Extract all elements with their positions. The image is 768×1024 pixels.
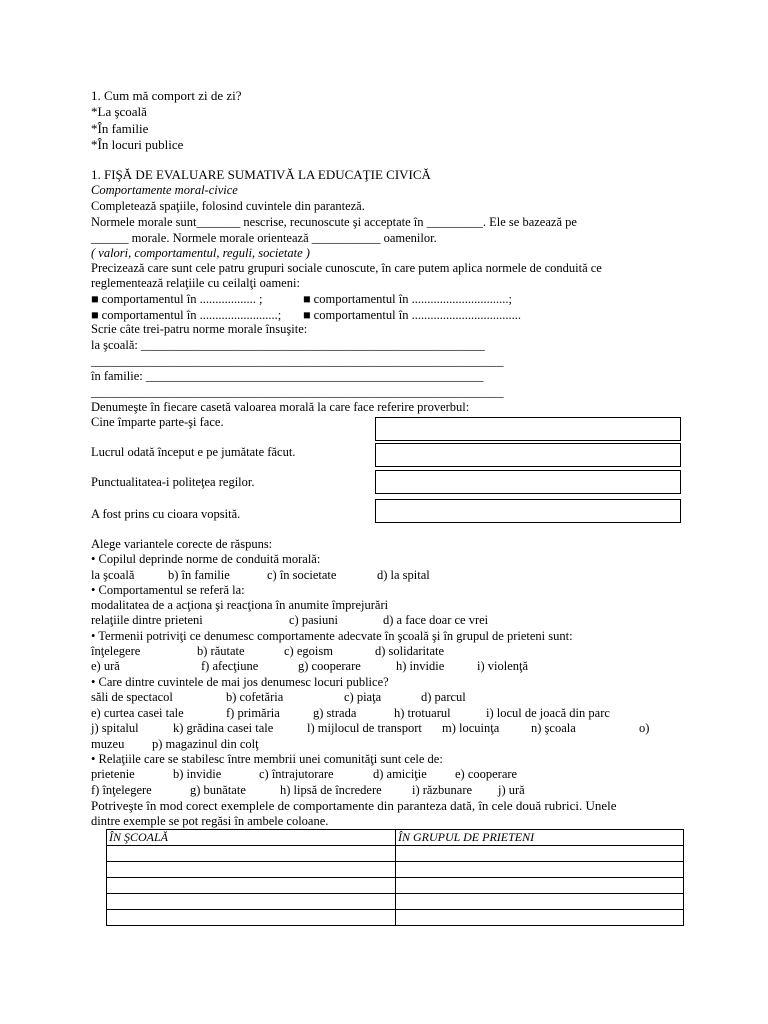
proverb-2: Lucrul odată început e pe jumătate făcut. bbox=[91, 445, 296, 459]
intro-item-public: *În locuri publice bbox=[91, 137, 184, 152]
ex1-line1: Normele morale sunt_______ nescrise, recunoscute şi acceptate în _________. Ele se bazează pe bbox=[91, 215, 577, 229]
option: muzeu bbox=[91, 737, 125, 751]
option: g) cooperare bbox=[298, 659, 361, 673]
option: d) la spital bbox=[377, 568, 430, 582]
intro-question: 1. Cum mă comport zi de zi? bbox=[91, 88, 242, 103]
option: relaţiile dintre prieteni bbox=[91, 613, 203, 627]
table-row bbox=[107, 878, 684, 894]
ex1-instruction: Completează spaţiile, folosind cuvintele din paranteză. bbox=[91, 199, 365, 213]
proverb-3: Punctualitatea-i politeţea regilor. bbox=[91, 475, 255, 489]
option: h) invidie bbox=[396, 659, 445, 673]
ex1-words: ( valori, comportamentul, reguli, societate ) bbox=[91, 246, 310, 260]
table-row bbox=[107, 894, 684, 910]
option: săli de spectacol bbox=[91, 690, 173, 704]
option: prietenie bbox=[91, 767, 135, 781]
option: f) afecţiune bbox=[201, 659, 259, 673]
ex2-item-a: ■ comportamentul în .................. ; bbox=[91, 292, 263, 306]
table-cell[interactable] bbox=[107, 878, 396, 894]
option: b) cofetăria bbox=[226, 690, 284, 704]
ex2-item-c: ■ comportamentul în .........................; bbox=[91, 308, 282, 322]
column-header-school: ÎN ŞCOALĂ bbox=[107, 830, 396, 846]
ex3-family-cont: __________________________________________________________________ bbox=[91, 385, 504, 399]
option: h) lipsă de încredere bbox=[280, 783, 382, 797]
ex6-line1: Potriveşte în mod corect exemplele de comportamente din paranteza dată, în cele două rubrici. Unele bbox=[91, 798, 617, 813]
option: c) în societate bbox=[267, 568, 337, 582]
sheet-title: 1. FIŞĂ DE EVALUARE SUMATIVĂ LA EDUCAŢIE CIVICĂ bbox=[91, 167, 431, 182]
option: d) a face doar ce vrei bbox=[383, 613, 489, 627]
ex5-q5: • Relaţiile care se stabilesc între membrii unei comunităţi sunt cele de: bbox=[91, 752, 443, 766]
intro-item-family: *În familie bbox=[91, 121, 149, 136]
table-cell[interactable] bbox=[107, 846, 396, 862]
table-cell[interactable] bbox=[107, 894, 396, 910]
option: c) piaţa bbox=[344, 690, 382, 704]
table-row bbox=[107, 846, 684, 862]
table-cell[interactable] bbox=[396, 878, 684, 894]
option: e) cooperare bbox=[455, 767, 518, 781]
option: j) spitalul bbox=[91, 721, 139, 735]
ex5-q1: • Copilul deprinde norme de conduită morală: bbox=[91, 552, 321, 566]
ex1-line2: ______ morale. Normele morale orientează ___________ oamenilor. bbox=[91, 231, 437, 245]
ex5-instruction: Alege variantele corecte de răspuns: bbox=[91, 537, 273, 551]
ex5-q2: • Comportamentul se referă la: bbox=[91, 583, 245, 597]
option: d) parcul bbox=[421, 690, 466, 704]
option: c) întrajutorare bbox=[259, 767, 334, 781]
option: f) primăria bbox=[226, 706, 280, 720]
table-cell[interactable] bbox=[107, 910, 396, 926]
ex5-q4: • Care dintre cuvintele de mai jos denumesc locuri publice? bbox=[91, 675, 389, 689]
table-cell[interactable] bbox=[396, 862, 684, 878]
ex2-line2: reglementează relaţiile cu ceilalţi oameni: bbox=[91, 276, 300, 290]
table-cell[interactable] bbox=[396, 846, 684, 862]
option: b) răutate bbox=[197, 644, 245, 658]
option: m) locuinţa bbox=[442, 721, 500, 735]
option: f) înţelegere bbox=[91, 783, 152, 797]
ex6-line2: dintre exemple se pot regăsi în ambele coloane. bbox=[91, 814, 329, 828]
option: înţelegere bbox=[91, 644, 141, 658]
ex2-item-b: ■ comportamentul în ...............................; bbox=[303, 292, 512, 306]
ex3-family: în familie: ______________________________________________________ bbox=[91, 369, 484, 383]
column-header-friends: ÎN GRUPUL DE PRIETENI bbox=[396, 830, 684, 846]
proverb-1-answer-box[interactable] bbox=[375, 417, 681, 441]
option: h) trotuarul bbox=[394, 706, 451, 720]
option: d) amiciţie bbox=[373, 767, 427, 781]
ex2-line1: Precizează care sunt cele patru grupuri sociale cunoscute, în care putem aplica normele de conduită ce bbox=[91, 261, 602, 275]
table-row bbox=[107, 910, 684, 926]
option: la şcoală bbox=[91, 568, 135, 582]
option: j) ură bbox=[498, 783, 525, 797]
option: e) ură bbox=[91, 659, 120, 673]
sheet-subtitle: Comportamente moral-civice bbox=[91, 183, 238, 197]
option: d) solidaritate bbox=[375, 644, 445, 658]
ex3-school-cont: __________________________________________________________________ bbox=[91, 354, 504, 368]
option: k) grădina casei tale bbox=[173, 721, 274, 735]
ex3-instruction: Scrie câte trei-patru norme morale însuşite: bbox=[91, 322, 308, 336]
proverb-4-answer-box[interactable] bbox=[375, 499, 681, 523]
option: e) curtea casei tale bbox=[91, 706, 184, 720]
table-cell[interactable] bbox=[396, 910, 684, 926]
table-cell[interactable] bbox=[396, 894, 684, 910]
behavior-table bbox=[106, 829, 684, 926]
option: g) strada bbox=[313, 706, 357, 720]
ex4-instruction: Denumeşte în fiecare casetă valoarea morală la care face referire proverbul: bbox=[91, 400, 470, 414]
proverb-1: Cine împarte parte-şi face. bbox=[91, 415, 224, 429]
table-header-row bbox=[107, 830, 684, 846]
option: i) violenţă bbox=[477, 659, 529, 673]
proverb-4: A fost prins cu cioara vopsită. bbox=[91, 507, 241, 521]
option: p) magazinul din colţ bbox=[152, 737, 259, 751]
option: c) pasiuni bbox=[289, 613, 338, 627]
option: n) şcoala bbox=[531, 721, 576, 735]
option: b) invidie bbox=[173, 767, 222, 781]
table-row bbox=[107, 862, 684, 878]
ex2-item-d: ■ comportamentul în ................................... bbox=[303, 308, 521, 322]
intro-item-school: *La şcoală bbox=[91, 104, 147, 119]
proverb-2-answer-box[interactable] bbox=[375, 443, 681, 467]
option: i) răzbunare bbox=[412, 783, 473, 797]
option: g) bunătate bbox=[190, 783, 246, 797]
ex5-q2-option-a: modalitatea de a acţiona şi reacţiona în anumite împrejurări bbox=[91, 598, 389, 612]
option: c) egoism bbox=[284, 644, 333, 658]
proverb-3-answer-box[interactable] bbox=[375, 470, 681, 494]
option: l) mijlocul de transport bbox=[307, 721, 422, 735]
option: o) bbox=[639, 721, 650, 735]
option: i) locul de joacă din parc bbox=[486, 706, 610, 720]
option: b) în familie bbox=[168, 568, 230, 582]
table-cell[interactable] bbox=[107, 862, 396, 878]
ex3-school: la şcoală: _______________________________________________________ bbox=[91, 338, 485, 352]
ex5-q3: • Termenii potriviţi ce denumesc comportamente adecvate în şcoală şi în grupul de prieteni sunt: bbox=[91, 629, 573, 643]
